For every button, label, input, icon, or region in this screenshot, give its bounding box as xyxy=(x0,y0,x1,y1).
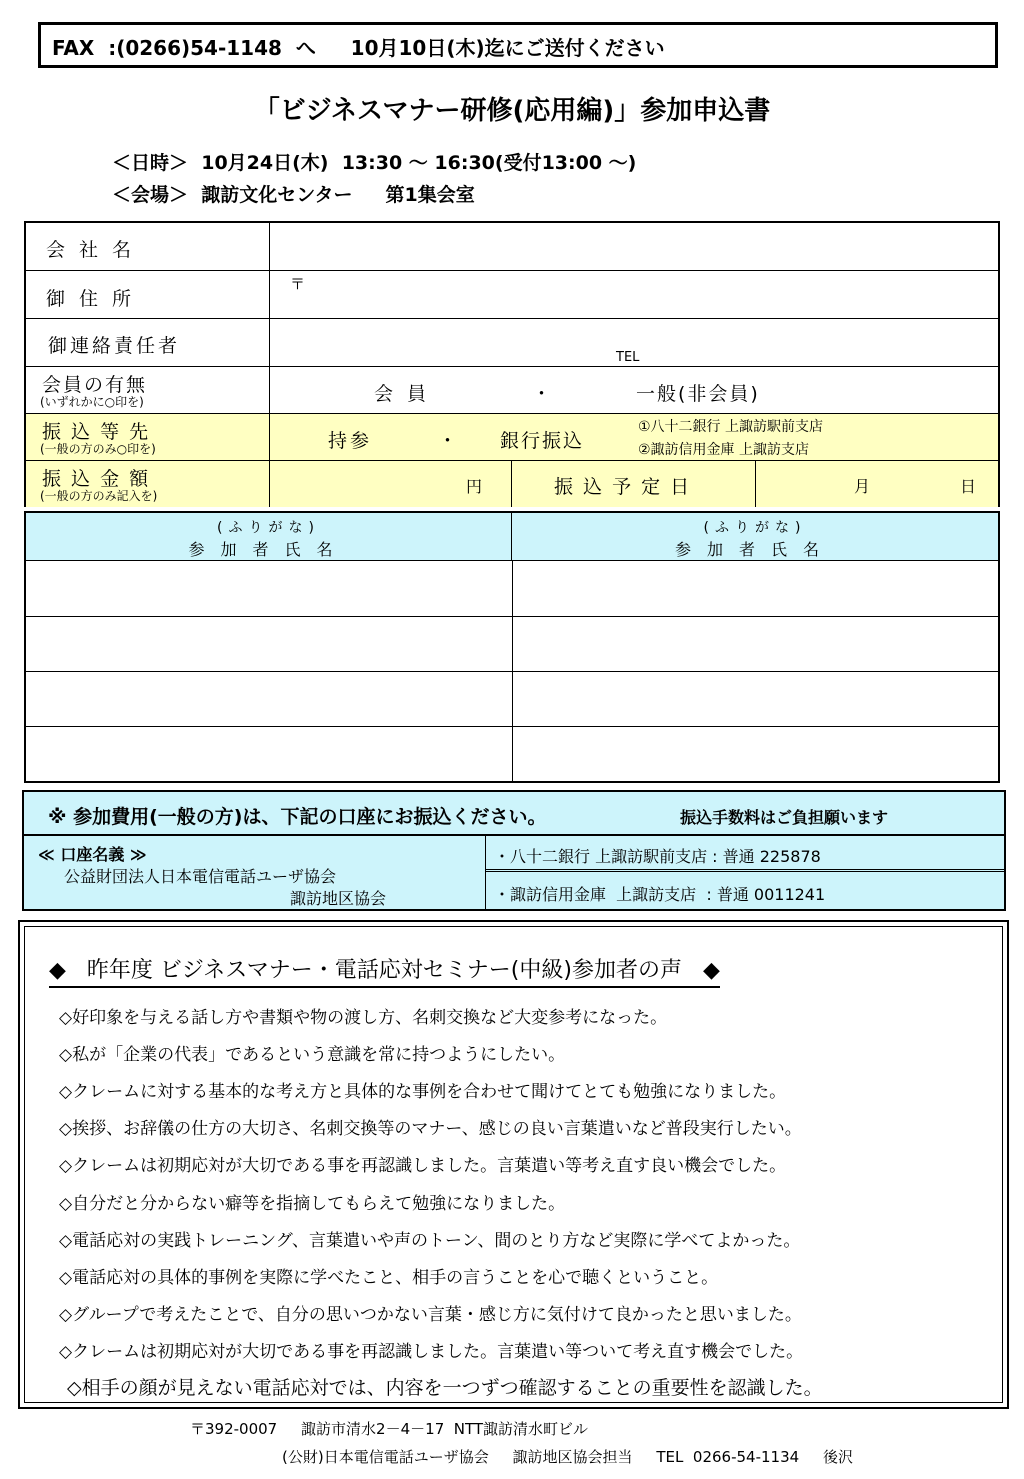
member-option[interactable]: 会 員 xyxy=(374,383,431,405)
postal-mark: 〒 xyxy=(290,275,306,293)
voices-title: ◆ 昨年度 ビジネスマナー・電話応対セミナー(中級)参加者の声 ◆ xyxy=(49,953,720,988)
participant-field[interactable] xyxy=(513,727,998,781)
form-row-contact xyxy=(26,318,998,366)
amount-field[interactable] xyxy=(270,461,512,507)
bank-option-2: ②諏訪信用金庫 上諏訪支店 xyxy=(638,442,810,458)
participant-voices-box xyxy=(18,920,1009,1409)
voice-item: ◇相手の顔が見えない電話応対では、内容を一つずつ確認することの重要性を認識した。 xyxy=(67,1377,823,1399)
application-form-table xyxy=(24,221,1000,507)
contact-field[interactable] xyxy=(270,319,998,366)
yen-unit: 円 xyxy=(466,477,483,496)
address-field[interactable] xyxy=(270,271,998,318)
bank-account-2: ・諏訪信用金庫 上諏訪支店 : 普通 0011241 xyxy=(494,885,826,904)
payment-notice: ※ 参加費用(一般の方)は、下記の口座にお振込ください。 xyxy=(48,806,547,828)
voice-item: ◇電話応対の実践トレーニング、言葉遣いや声のトーン、間のとり方など実際に学べてよかった。 xyxy=(59,1231,801,1251)
bank-transfer-option[interactable]: 銀行振込 xyxy=(500,430,585,452)
company-label: 会社名 xyxy=(46,239,146,261)
fax-banner-text: FAX :(0266)54-1148 へ 10月10日(木)迄にご送付ください xyxy=(52,36,665,60)
contact-label: 御連絡責任者 xyxy=(48,335,181,357)
amount-sub: (一般の方のみ記入を) xyxy=(40,489,158,503)
furigana-label: (ふりがな) xyxy=(217,520,320,536)
voice-item: ◇自分だと分からない癖等を指摘してもらえて勉強になりました。 xyxy=(59,1194,566,1214)
voice-item: ◇挨拶、お辞儀の仕方の大切さ、名刺交換等のマナー、感じの良い言葉遣いなど普段実行したい。 xyxy=(59,1119,802,1139)
participant-field[interactable] xyxy=(26,561,512,616)
participant-header-left xyxy=(26,513,512,561)
company-field[interactable] xyxy=(270,223,998,270)
day-unit: 日 xyxy=(960,477,977,496)
transfer-label: 振 込 等 先 xyxy=(42,421,151,443)
participants-table xyxy=(24,511,1000,783)
form-row-address xyxy=(26,270,998,318)
account-holder-branch: 諏訪地区協会 xyxy=(290,889,387,908)
voice-item: ◇クレームに対する基本的な考え方と具体的な事例を合わせて聞けてとても勉強になりました。 xyxy=(59,1082,787,1102)
address-label: 御住所 xyxy=(46,288,146,310)
scheduled-date-field[interactable] xyxy=(756,461,998,507)
participant-field[interactable] xyxy=(513,617,998,671)
participant-field[interactable] xyxy=(26,617,512,671)
bank-option-1: ①八十二銀行 上諏訪駅前支店 xyxy=(638,419,824,435)
account-holder-label: ≪ 口座名義 ≫ xyxy=(38,845,147,864)
membership-sub: (いずれかに○印を) xyxy=(40,395,144,409)
event-venue: ＜会場＞ 諏訪文化センター 第1集会室 xyxy=(112,184,475,206)
participant-field[interactable] xyxy=(26,672,512,726)
page-title: 「ビジネスマナー研修(応用編)」参加申込書 xyxy=(253,96,771,126)
participant-header-right xyxy=(512,513,998,561)
account-holder-name: 公益財団法人日本電信電話ユーザ協会 xyxy=(64,867,337,886)
form-row-membership xyxy=(26,366,998,413)
furigana-label: (ふりがな) xyxy=(703,520,807,536)
voice-item: ◇好印象を与える話し方や書類や物の渡し方、名刺交換など大変参考になった。 xyxy=(59,1008,668,1028)
bank-account-box xyxy=(22,790,1006,911)
form-row-company xyxy=(26,223,998,270)
voice-item: ◇クレームは初期応対が大切である事を再認識しました。言葉遣い等考え直す良い機会でした。 xyxy=(59,1156,787,1176)
event-date: ＜日時＞ 10月24日(木) 13:30 ～ 16:30(受付13:00 ～) xyxy=(112,152,637,174)
voice-item: ◇電話応対の具体的事例を実際に学べたこと、相手の言うことを心で聴くということ。 xyxy=(59,1268,719,1288)
participant-field[interactable] xyxy=(26,727,512,781)
form-row-amount xyxy=(26,460,998,507)
participant-name-label: 参加者氏名 xyxy=(188,540,349,559)
membership-label: 会員の有無 xyxy=(42,374,148,396)
tel-label: TEL xyxy=(616,350,640,365)
amount-label: 振 込 金 額 xyxy=(42,468,151,490)
participant-name-label: 参加者氏名 xyxy=(674,540,835,559)
form-row-transfer xyxy=(26,413,998,460)
footer-org: (公財)日本電信電話ユーザ協会 諏訪地区協会担当 TEL 0266-54-1134 後沢 xyxy=(282,1448,854,1466)
membership-separator: ・ xyxy=(532,383,552,405)
bank-account-1: ・八十二銀行 上諏訪駅前支店 : 普通 225878 xyxy=(494,847,821,866)
transfer-sub: (一般の方のみ○印を) xyxy=(40,442,156,456)
bring-option[interactable]: 持参 xyxy=(328,430,373,452)
participant-field[interactable] xyxy=(513,561,998,616)
participant-field[interactable] xyxy=(513,672,998,726)
fee-note: 振込手数料はご負担願います xyxy=(680,808,889,827)
voice-item: ◇クレームは初期応対が大切である事を再認識しました。言葉遣い等ついて考え直す機会でした。 xyxy=(59,1342,804,1362)
voice-item: ◇グループで考えたことで、自分の思いつかない言葉・感じ方に気付けて良かったと思いました。 xyxy=(59,1305,802,1325)
month-unit: 月 xyxy=(854,477,871,496)
footer-address: 〒392-0007 諏訪市清水2－4－17 NTT諏訪清水町ビル xyxy=(190,1420,589,1438)
transfer-separator: ・ xyxy=(438,430,458,452)
voice-item: ◇私が「企業の代表」であるという意識を常に持つようにしたい。 xyxy=(59,1045,566,1065)
scheduled-date-label: 振 込 予 定 日 xyxy=(554,476,692,498)
nonmember-option[interactable]: 一般(非会員) xyxy=(636,383,760,405)
